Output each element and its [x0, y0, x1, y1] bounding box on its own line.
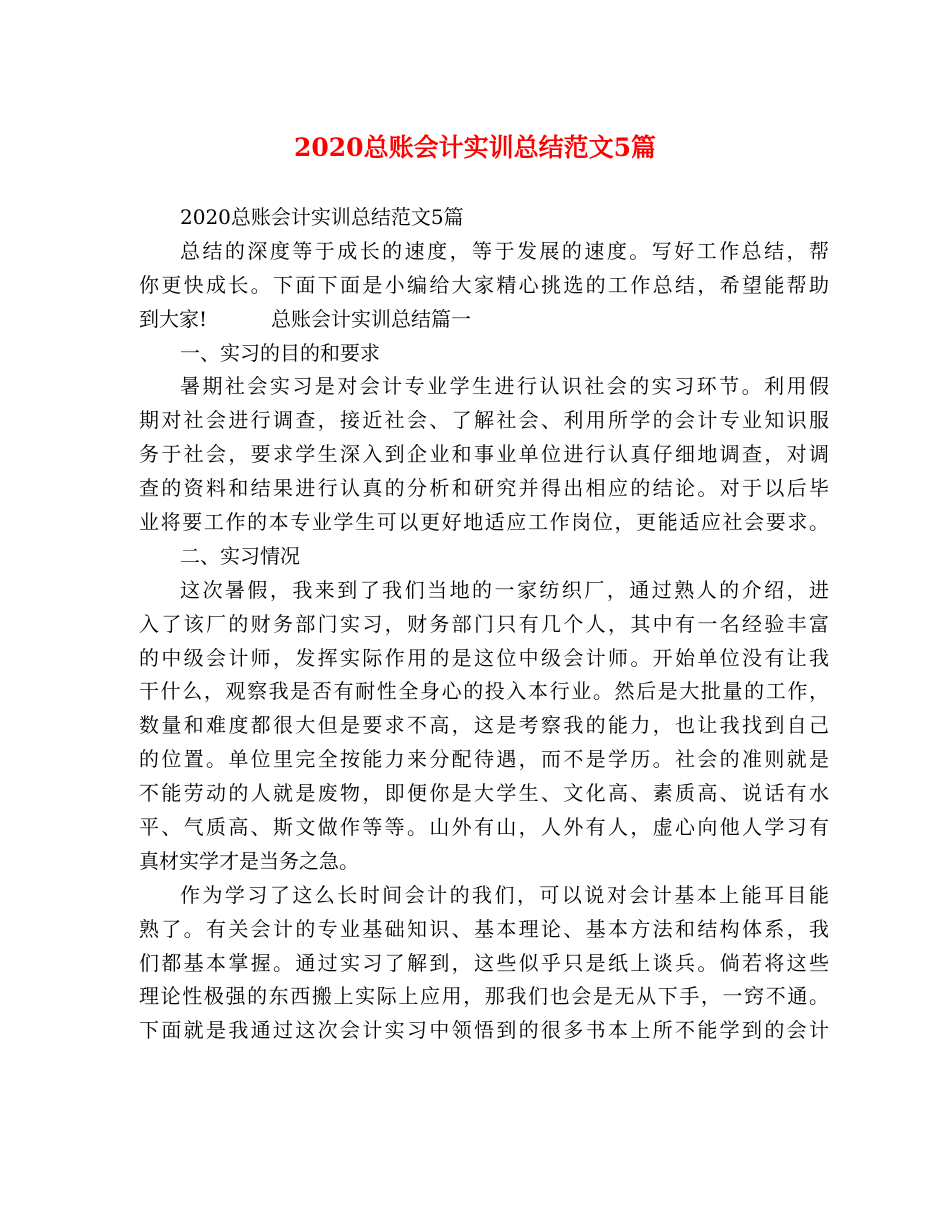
- paragraph-line: 业将要工作的本专业学生可以更好地适应工作岗位，更能适应社会要求。: [139, 510, 829, 535]
- paragraph-line: [139, 303, 829, 337]
- document-body: [139, 201, 829, 1048]
- paragraph-line: 的位置。单位里完全按能力来分配待遇，而不是学历。社会的准则就是: [139, 747, 829, 772]
- section-heading: 一、实习的目的和要求: [180, 340, 380, 365]
- section-heading: 总账会计实训总结篇一: [271, 306, 472, 331]
- paragraph-line: 2020总账会计实训总结范文5篇: [180, 205, 464, 229]
- paragraph-line: 务于社会，要求学生深入到企业和事业单位进行认真仔细地调查，对调: [139, 442, 829, 467]
- paragraph-line: 作为学习了这么长时间会计的我们，可以说对会计基本上能耳目能: [180, 882, 829, 907]
- paragraph-line: 入了该厂的财务部门实习，财务部门只有几个人，其中有一名经验丰富: [139, 611, 829, 636]
- paragraph-line: 期对社会进行调查，接近社会、了解社会、利用所学的会计专业知识服: [139, 408, 829, 433]
- paragraph-line: 理论性极强的东西搬上实际上应用，那我们也会是无从下手，一窍不通。: [139, 984, 829, 1009]
- paragraph-line: 你更快成长。下面下面是小编给大家精心挑选的工作总结，希望能帮助: [139, 272, 829, 297]
- paragraph-line: 不能劳动的人就是废物，即便你是大学生、文化高、素质高、说话有水: [139, 781, 829, 806]
- paragraph-line: 的中级会计师，发挥实际作用的是这位中级会计师。开始单位没有让我: [139, 645, 829, 670]
- paragraph-line: 真材实学才是当务之急。: [139, 848, 359, 873]
- paragraph-text: 到大家!: [139, 306, 208, 331]
- paragraph-line: 们都基本掌握。通过实习了解到，这些似乎只是纸上谈兵。倘若将这些: [139, 950, 829, 975]
- paragraph-line: 查的资料和结果进行认真的分析和研究并得出相应的结论。对于以后毕: [139, 476, 829, 501]
- document-title: 2020总账会计实训总结范文5篇: [294, 133, 656, 162]
- section-heading: 二、实习情况: [180, 543, 300, 568]
- paragraph-line: 下面就是我通过这次会计实习中领悟到的很多书本上所不能学到的会计: [139, 1018, 829, 1043]
- paragraph-line: 干什么，观察我是否有耐性全身心的投入本行业。然后是大批量的工作，: [139, 679, 829, 704]
- paragraph-line: 暑期社会实习是对会计专业学生进行认识社会的实习环节。利用假: [180, 374, 829, 399]
- paragraph-line: 熟了。有关会计的专业基础知识、基本理论、基本方法和结构体系，我: [139, 916, 829, 941]
- paragraph-line: 数量和难度都很大但是要求不高，这是考察我的能力，也让我找到自己: [139, 713, 829, 738]
- paragraph-line: 平、气质高、斯文做作等等。山外有山，人外有人，虚心向他人学习有: [139, 815, 829, 840]
- paragraph-line: 总结的深度等于成长的速度，等于发展的速度。写好工作总结，帮: [180, 238, 829, 263]
- paragraph-line: 这次暑假，我来到了我们当地的一家纺织厂，通过熟人的介绍，进: [180, 577, 829, 602]
